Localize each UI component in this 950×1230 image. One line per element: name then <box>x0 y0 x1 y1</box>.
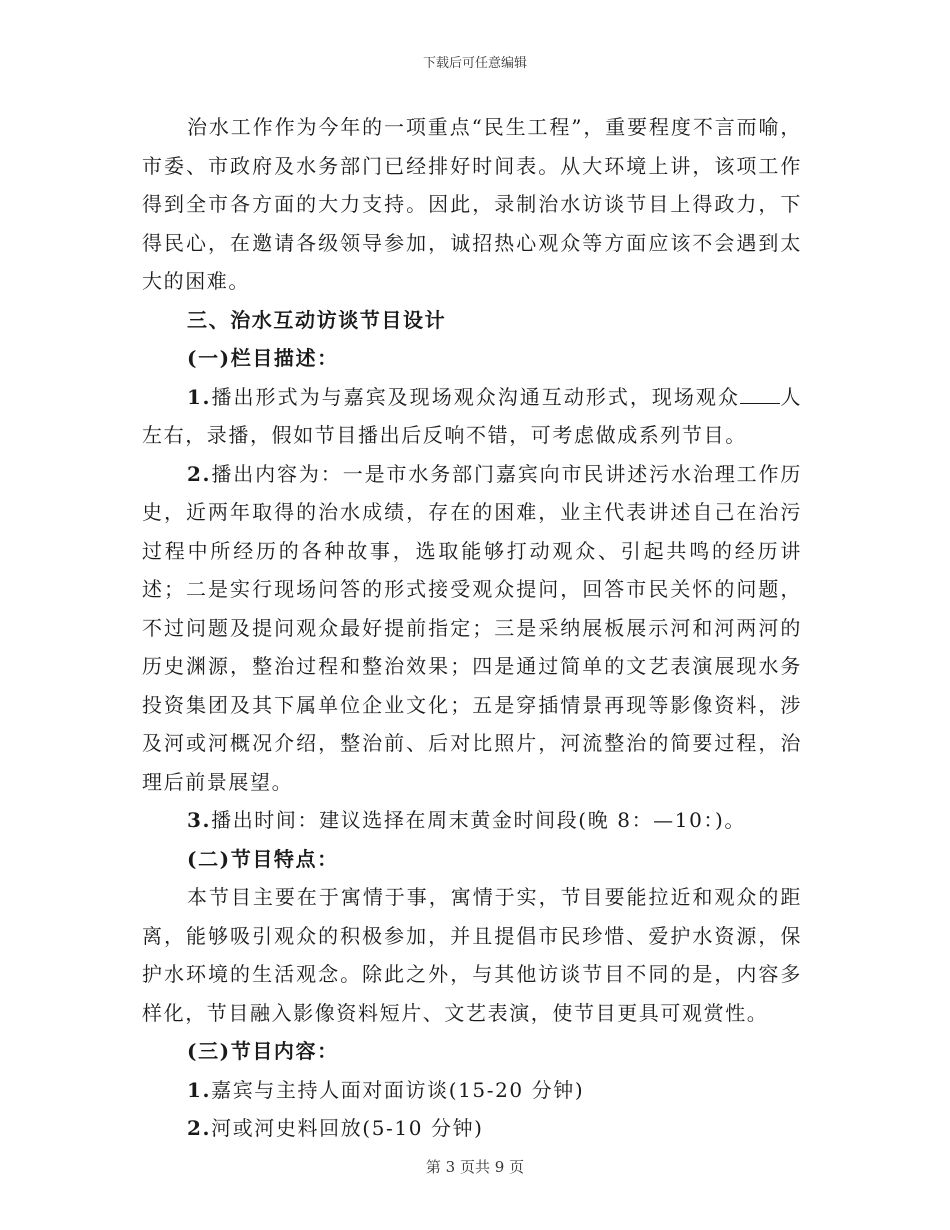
list-number: 2. <box>187 1116 212 1140</box>
subsection-heading-1: (一)栏目描述： <box>187 346 339 370</box>
features-paragraph: 本节目主要在于寓情于事，寓情于实，节目要能拉近和观众的距离，能够吸引观众的积极参加，并且提倡市民珍惜、爱护水资源，保护水环境的生活观念。除此之外，与其他访谈节目不同的是，内容多样化，节目融入影像资料短片、文艺表演，使节目更具可观赏性。 <box>142 885 802 1025</box>
blank-line <box>740 385 780 404</box>
list-number: 1. <box>187 1077 212 1102</box>
list-item-broadcast-time <box>142 801 802 840</box>
subsection-heading-3: (三)节目内容： <box>187 1039 339 1063</box>
document-body <box>142 108 802 1148</box>
list-item-text: 嘉宾与主持人面对面访谈(15-20 分钟) <box>211 1077 585 1102</box>
content-item-1 <box>142 1071 802 1110</box>
list-number: 2. <box>187 461 212 486</box>
content-item-2 <box>142 1109 802 1148</box>
list-number: 1. <box>187 384 212 409</box>
list-item-text-b: 人左右，录播，假如节目播出后反响不错，可考虑做成系列节目。 <box>142 384 802 447</box>
list-item-text-a: 播出形式为与嘉宾及现场观众沟通互动形式，现场观众 <box>211 384 740 409</box>
list-item-text: 播出时间：建议选择在周末黄金时间段(晚 8：—10：)。 <box>211 808 747 832</box>
page-footer: 第 3 页共 9 页 <box>425 1158 525 1176</box>
intro-paragraph: 治水工作作为今年的一项重点“民生工程”，重要程度不言而喻，市委、市政府及水务部门已经排好时间表。从大环境上讲，该项工作得到全市各方面的大力支持。因此，录制治水访谈节目上得政力，下得民心，在邀请各级领导参加，诚招热心观众等方面应该不会遇到太大的困难。 <box>142 115 802 293</box>
list-item-text: 播出内容为：一是市水务部门嘉宾向市民讲述污水治理工作历史，近两年取得的治水成绩，存在的困难，业主代表讲述自己在治污过程中所经历的各种故事，选取能够打动观众、引起共鸣的经历讲述；二是实行现场问答的形式接受观众提问，回答市民关怀的问题，不过问题及提问观众最好提前指定；三是采纳展板展示河和河两河的历史渊源，整治过程和整治效果；四是通过简单的文艺表演展现水务投资集团及其下属单位企业文化；五是穿插情景再现等影像资料，涉及河或河概况介绍，整治前、后对比照片，河流整治的简要过程，治理后前景展望。 <box>142 461 802 794</box>
list-item-broadcast-form <box>142 378 802 455</box>
page-header: 下载后可任意编辑 <box>422 56 527 71</box>
subsection-heading-2: (二)节目特点： <box>187 846 339 871</box>
list-item-broadcast-content <box>142 455 802 802</box>
list-item-text: 河或河史料回放(5-10 分钟) <box>211 1116 484 1140</box>
section-heading-3: 三、治水互动访谈节目设计 <box>187 307 447 332</box>
list-number: 3. <box>187 808 212 832</box>
